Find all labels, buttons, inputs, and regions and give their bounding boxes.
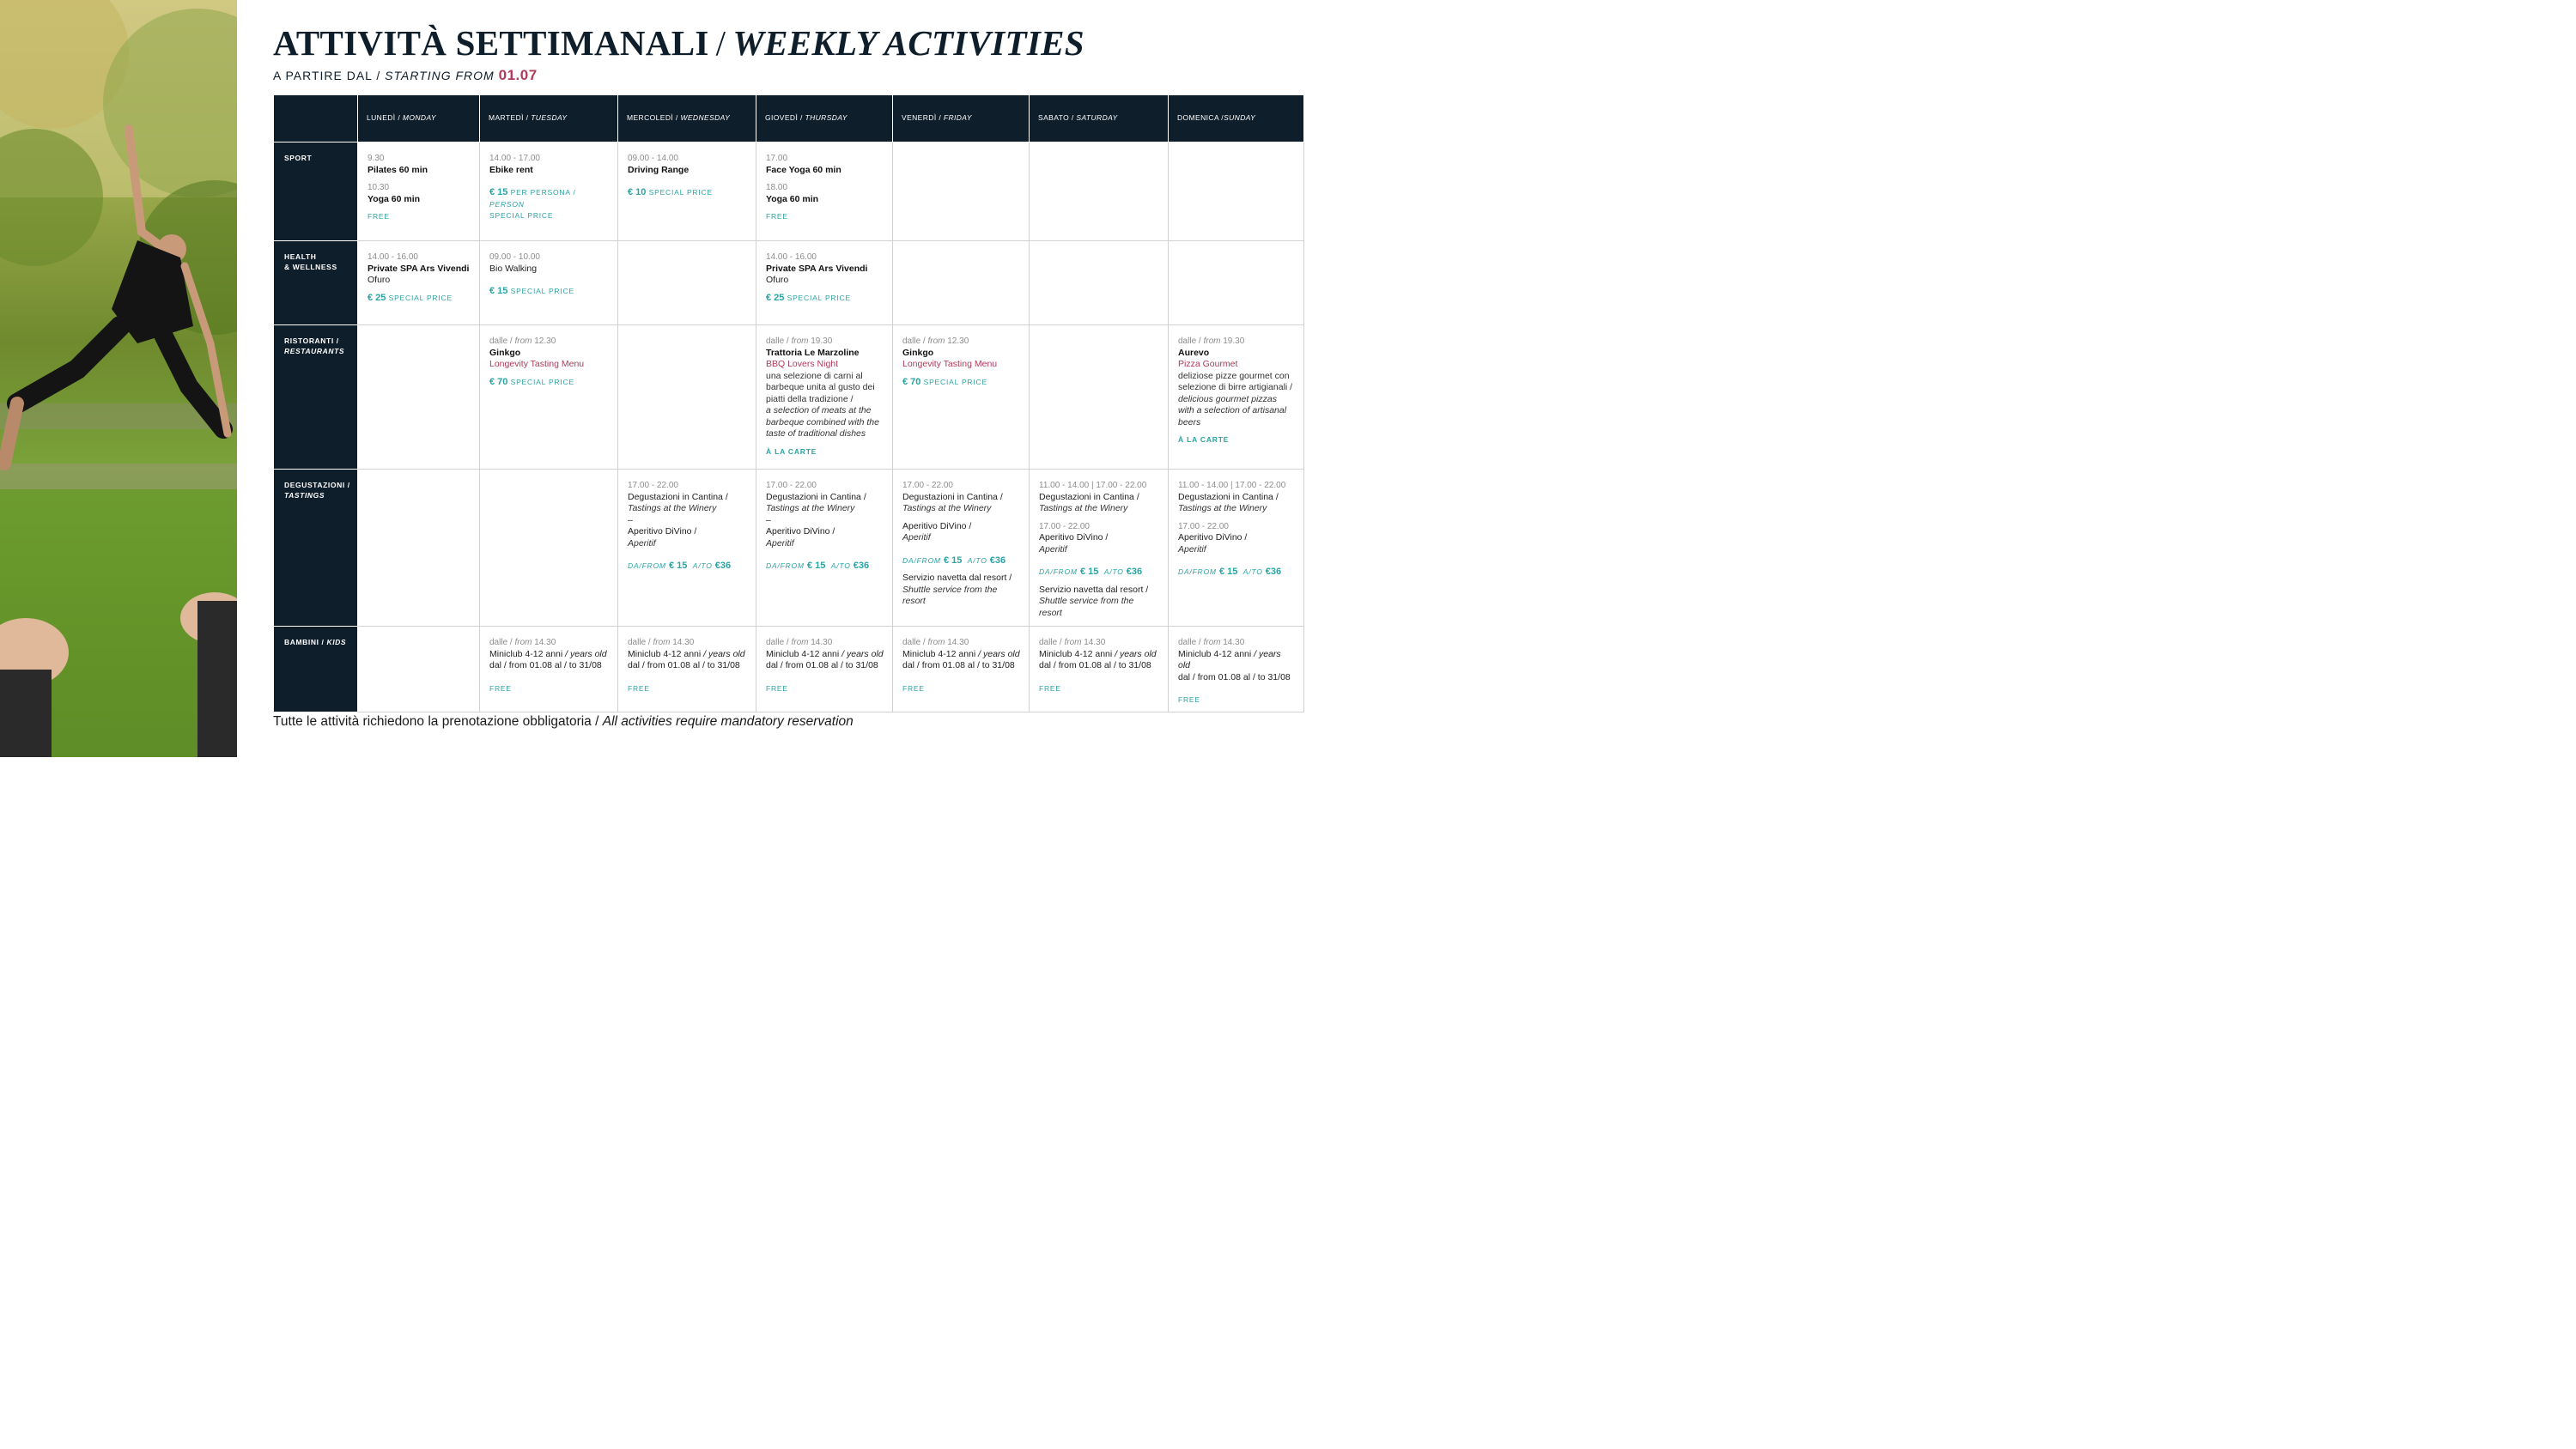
cell-kids-monday	[358, 627, 480, 712]
start-date: 01.07	[498, 67, 538, 83]
shuttle-info: Servizio navetta dal resort /	[1039, 584, 1149, 595]
date-range: dal / from 01.08 al / to 31/08	[489, 660, 602, 670]
special-price-label: SPECIAL PRICE	[923, 377, 987, 386]
special-price-label: SPECIAL PRICE	[510, 377, 574, 386]
price-label: FREE	[368, 212, 390, 221]
activity-time	[1039, 637, 1159, 649]
miniclub-name: Miniclub 4-12 anni	[1039, 648, 1113, 659]
row-label-text: HEALTH	[284, 252, 317, 261]
activity-name	[902, 649, 1020, 661]
from-it: dalle /	[1178, 336, 1201, 346]
cell-sport-thursday	[756, 142, 893, 241]
subtitle-separator: /	[376, 69, 381, 82]
miniclub-name: Miniclub 4-12 anni	[902, 648, 976, 659]
footer-italian: Tutte le attività richiedono la prenotazione obbligatoria /	[273, 714, 599, 729]
time-value: 14.30	[811, 638, 833, 647]
price-from: € 15	[806, 561, 826, 571]
cell-health-tuesday	[480, 241, 618, 325]
menu-name: Pizza Gourmet	[1178, 359, 1238, 369]
price-label: FREE	[766, 683, 788, 693]
price-label: FREE	[628, 683, 650, 693]
from-it: dalle /	[766, 638, 789, 647]
activity-name: Degustazioni in Cantina /	[1178, 491, 1279, 502]
day-it: VENERDÌ /	[902, 113, 942, 123]
cell-health-thursday	[756, 241, 893, 325]
row-tastings	[274, 470, 1304, 627]
price-label: FREE	[766, 212, 788, 221]
row-label-text: TASTINGS	[284, 491, 325, 500]
activity-name	[766, 649, 884, 661]
price-to: €36	[1265, 567, 1282, 577]
cell-tastings-sunday	[1169, 470, 1304, 627]
price-unit-en: PERSON	[489, 199, 525, 209]
yoga-photo	[0, 0, 237, 757]
activity-time: 14.00 - 17.00	[489, 154, 540, 163]
day-it: DOMENICA /	[1177, 113, 1224, 123]
restaurant-name: Aurevo	[1178, 347, 1210, 358]
corner-cell	[274, 95, 358, 142]
from-en: from	[514, 336, 532, 346]
day-header-friday	[893, 95, 1030, 142]
price-label: FREE	[1039, 683, 1061, 693]
special-price-label: SPECIAL PRICE	[787, 293, 851, 302]
activity-name: Degustazioni in Cantina /	[902, 491, 1003, 502]
separator-dash: –	[628, 514, 633, 525]
description-en: delicious gourmet pizzas with a selection of artisanal beers	[1178, 393, 1287, 427]
price-range	[902, 555, 1020, 567]
cell-sport-monday	[358, 142, 480, 241]
menu-name: Longevity Tasting Menu	[902, 359, 998, 369]
title-separator: /	[715, 23, 726, 63]
row-label-text: & WELLNESS	[284, 263, 337, 271]
activity-name	[1039, 649, 1159, 661]
activity-name-en: Tastings at the Winery	[1039, 503, 1128, 513]
activity-time: 17.00 - 22.00	[628, 481, 678, 490]
cell-kids-sunday	[1169, 627, 1304, 712]
menu-name: Longevity Tasting Menu	[489, 359, 585, 369]
from-label: DA/FROM	[902, 555, 941, 565]
from-it: dalle /	[628, 638, 651, 647]
time-value: 14.30	[534, 638, 556, 647]
price-to: €36	[989, 555, 1006, 566]
cell-restaurants-tuesday	[480, 325, 618, 470]
row-label-text: RISTORANTI /	[284, 336, 339, 345]
restaurant-name: Trattoria Le Marzoline	[766, 347, 860, 358]
page-subtitle	[273, 67, 538, 84]
activity-time	[766, 336, 884, 348]
price-from: € 15	[943, 555, 963, 566]
special-price-label: SPECIAL PRICE	[648, 188, 713, 197]
activity-name-en: Aperitif	[902, 532, 931, 543]
years-label: / years old	[978, 648, 1020, 659]
cell-health-saturday	[1030, 241, 1169, 325]
activity-time	[902, 336, 1020, 348]
day-it: LUNEDÌ /	[367, 113, 401, 123]
activities-table	[273, 94, 1304, 712]
cell-kids-tuesday	[480, 627, 618, 712]
row-label-kids	[274, 627, 358, 712]
cell-health-friday	[893, 241, 1030, 325]
activity-name: Aperitivo DiVino /	[1039, 532, 1109, 543]
activity-time	[489, 637, 609, 649]
activity-name: Aperitivo DiVino /	[628, 526, 697, 537]
price-label	[489, 286, 609, 298]
from-it: dalle /	[902, 638, 926, 647]
cell-restaurants-thursday	[756, 325, 893, 470]
activity-time: 11.00 - 14.00 | 17.00 - 22.00	[1178, 481, 1286, 490]
activity-time	[1178, 637, 1295, 649]
special-price-label: SPECIAL PRICE	[489, 211, 554, 220]
row-label-sport	[274, 142, 358, 241]
years-label: / years old	[1178, 648, 1281, 670]
activity-name: Ebike rent	[489, 164, 533, 175]
activity-name	[489, 649, 609, 661]
row-label-health	[274, 241, 358, 325]
starting-italian: A PARTIRE DAL	[273, 69, 373, 82]
row-label-restaurants	[274, 325, 358, 470]
from-en: from	[927, 638, 945, 647]
day-it: GIOVEDÌ /	[765, 113, 803, 123]
day-en: TUESDAY	[531, 113, 568, 123]
activity-name: Aperitivo DiVino /	[902, 520, 972, 531]
day-header-tuesday	[480, 95, 618, 142]
time-value: 14.30	[1223, 638, 1245, 647]
cell-restaurants-sunday	[1169, 325, 1304, 470]
activity-name: Degustazioni in Cantina /	[628, 491, 728, 502]
day-header-sunday	[1169, 95, 1304, 142]
restaurant-name: Ginkgo	[902, 347, 934, 358]
cell-sport-sunday	[1169, 142, 1304, 241]
price-label: À LA CARTE	[766, 446, 817, 456]
activity-name: Yoga 60 min	[368, 193, 421, 204]
to-label: A/TO	[830, 561, 851, 570]
from-it: dalle /	[1039, 638, 1062, 647]
cell-tastings-saturday	[1030, 470, 1169, 627]
to-label: A/TO	[967, 555, 987, 565]
cell-sport-tuesday	[480, 142, 618, 241]
day-header-wednesday	[618, 95, 756, 142]
time-value: 19.30	[811, 336, 833, 346]
from-it: dalle /	[489, 336, 513, 346]
activity-name: Private SPA Ars Vivendi	[766, 263, 868, 274]
day-header-saturday	[1030, 95, 1169, 142]
activity-time: 18.00	[766, 183, 788, 192]
miniclub-name: Miniclub 4-12 anni	[1178, 648, 1252, 659]
price-value: € 15	[489, 286, 508, 296]
day-it: MERCOLEDÌ /	[627, 113, 678, 123]
activity-name: Private SPA Ars Vivendi	[368, 263, 470, 274]
activity-name-en: Aperitif	[628, 537, 656, 549]
description-it: deliziose pizze gourmet con selezione di birre artigianali /	[1178, 370, 1293, 392]
row-label-tastings	[274, 470, 358, 627]
cell-sport-wednesday	[618, 142, 756, 241]
price-to: €36	[714, 561, 732, 571]
cell-restaurants-friday	[893, 325, 1030, 470]
activity-name-en: Tastings at the Winery	[766, 503, 855, 513]
cell-health-wednesday	[618, 241, 756, 325]
day-en: SUNDAY	[1224, 113, 1256, 123]
day-header-thursday	[756, 95, 893, 142]
from-en: from	[514, 638, 532, 647]
time-value: 14.30	[1084, 638, 1106, 647]
activity-name: Driving Range	[628, 164, 690, 175]
price-value: € 15	[489, 187, 508, 197]
activity-time	[628, 637, 747, 649]
activity-name: Degustazioni in Cantina /	[766, 491, 866, 502]
row-kids	[274, 627, 1304, 712]
to-label: A/TO	[1242, 567, 1263, 576]
miniclub-name: Miniclub 4-12 anni	[489, 648, 563, 659]
price-label	[368, 293, 471, 305]
activity-time: 17.00 - 22.00	[1039, 521, 1090, 531]
cell-tastings-thursday	[756, 470, 893, 627]
years-label: / years old	[841, 648, 884, 659]
activity-time: 9.30	[368, 154, 385, 163]
separator-dash: –	[766, 514, 771, 525]
day-header-monday	[358, 95, 480, 142]
activity-time: 14.00 - 16.00	[766, 252, 817, 262]
price-value: € 25	[368, 292, 386, 303]
day-en: FRIDAY	[943, 113, 972, 123]
activity-time: 17.00 - 22.00	[1178, 521, 1229, 531]
row-label-text: RESTAURANTS	[284, 347, 345, 355]
activity-detail: Ofuro	[766, 275, 789, 285]
activity-name-en: Tastings at the Winery	[902, 503, 992, 513]
row-sport	[274, 142, 1304, 241]
from-en: from	[791, 336, 809, 346]
price-label: FREE	[489, 683, 512, 693]
special-price-label: SPECIAL PRICE	[388, 293, 453, 302]
title-italian: ATTIVITÀ SETTIMANALI	[273, 23, 709, 63]
cell-kids-saturday	[1030, 627, 1169, 712]
cell-kids-thursday	[756, 627, 893, 712]
table-header-row	[274, 95, 1304, 142]
date-range: dal / from 01.08 al / to 31/08	[628, 660, 740, 670]
cell-health-sunday	[1169, 241, 1304, 325]
from-it: dalle /	[1178, 638, 1201, 647]
activity-time	[766, 637, 884, 649]
price-range	[1178, 567, 1295, 579]
cell-restaurants-monday	[358, 325, 480, 470]
row-label-text: SPORT	[284, 154, 313, 162]
date-range: dal / from 01.08 al / to 31/08	[1039, 660, 1151, 670]
activity-name	[628, 649, 747, 661]
cell-restaurants-saturday	[1030, 325, 1169, 470]
from-it: dalle /	[766, 336, 789, 346]
cell-tastings-wednesday	[618, 470, 756, 627]
years-label: / years old	[703, 648, 745, 659]
activity-name	[1178, 649, 1295, 672]
date-range: dal / from 01.08 al / to 31/08	[1178, 671, 1291, 682]
time-value: 12.30	[947, 336, 969, 346]
price-label	[902, 377, 1020, 389]
from-en: from	[1203, 638, 1221, 647]
price-range	[766, 561, 884, 573]
activity-time: 09.00 - 10.00	[489, 252, 540, 262]
time-value: 12.30	[534, 336, 556, 346]
activity-name: Aperitivo DiVino /	[1178, 532, 1248, 543]
price-label: FREE	[902, 683, 925, 693]
special-price-label: SPECIAL PRICE	[510, 287, 574, 295]
activity-name: Yoga 60 min	[766, 193, 819, 204]
price-label	[766, 293, 884, 305]
price-range	[1039, 567, 1159, 579]
from-it: dalle /	[489, 638, 513, 647]
price-label: À LA CARTE	[1178, 435, 1230, 444]
restaurant-name: Ginkgo	[489, 347, 521, 358]
time-value: 19.30	[1223, 336, 1245, 346]
row-label-text: DEGUSTAZIONI /	[284, 481, 350, 489]
activity-name: Bio Walking	[489, 263, 538, 274]
price-label: FREE	[1178, 695, 1200, 704]
activity-time: 14.00 - 16.00	[368, 252, 418, 262]
activity-time: 11.00 - 14.00 | 17.00 - 22.00	[1039, 481, 1147, 490]
starting-english: STARTING FROM	[385, 69, 495, 82]
price-value: € 70	[902, 376, 921, 387]
page-title	[273, 22, 1084, 64]
price-to: €36	[853, 561, 870, 571]
row-health	[274, 241, 1304, 325]
time-value: 14.30	[672, 638, 695, 647]
cell-restaurants-wednesday	[618, 325, 756, 470]
from-en: from	[653, 638, 671, 647]
shuttle-info-en: Shuttle service from the resort	[902, 584, 998, 606]
cell-tastings-tuesday	[480, 470, 618, 627]
cell-kids-friday	[893, 627, 1030, 712]
cell-tastings-friday	[893, 470, 1030, 627]
day-en: THURSDAY	[805, 113, 848, 123]
day-en: MONDAY	[402, 113, 436, 123]
title-english: WEEKLY ACTIVITIES	[732, 23, 1084, 63]
years-label: / years old	[565, 648, 607, 659]
from-it: dalle /	[902, 336, 926, 346]
day-en: WEDNESDAY	[680, 113, 731, 123]
day-it: MARTEDÌ /	[489, 113, 529, 123]
cell-tastings-monday	[358, 470, 480, 627]
from-en: from	[927, 336, 945, 346]
price-to: €36	[1126, 567, 1143, 577]
miniclub-name: Miniclub 4-12 anni	[628, 648, 702, 659]
footer-note	[273, 714, 854, 730]
to-label: A/TO	[692, 561, 713, 570]
row-label-text: BAMBINI /	[284, 638, 325, 646]
activity-name-en: Aperitif	[1178, 543, 1206, 555]
years-label: / years old	[1115, 648, 1157, 659]
shuttle-info: Servizio navetta dal resort /	[902, 573, 1012, 583]
row-restaurants	[274, 325, 1304, 470]
activity-detail: Ofuro	[368, 275, 391, 285]
price-value: € 70	[489, 376, 508, 387]
activity-time: 17.00	[766, 154, 788, 163]
price-from: € 15	[1079, 567, 1099, 577]
description-en: a selection of meats at the barbeque combined with the taste of traditional dishes	[766, 405, 879, 439]
from-en: from	[791, 638, 809, 647]
activity-time: 17.00 - 22.00	[766, 481, 817, 490]
activity-name-en: Tastings at the Winery	[1178, 503, 1267, 513]
activity-name-en: Aperitif	[766, 537, 794, 549]
price-label	[628, 187, 747, 199]
from-en: from	[1203, 336, 1221, 346]
from-label: DA/FROM	[628, 561, 666, 570]
to-label: A/TO	[1103, 567, 1124, 576]
cell-sport-saturday	[1030, 142, 1169, 241]
description-it: una selezione di carni al barbeque unita al gusto dei piatti della tradizione /	[766, 370, 875, 404]
day-it: SABATO /	[1038, 113, 1074, 123]
footer-english: All activities require mandatory reservation	[602, 714, 854, 729]
activity-name-en: Tastings at the Winery	[628, 503, 717, 513]
price-from: € 15	[1218, 567, 1238, 577]
activity-name: Pilates 60 min	[368, 164, 428, 175]
cell-sport-friday	[893, 142, 1030, 241]
from-label: DA/FROM	[1039, 567, 1078, 576]
activity-name-en: Aperitif	[1039, 543, 1067, 555]
price-value: € 25	[766, 292, 785, 303]
date-range: dal / from 01.08 al / to 31/08	[902, 660, 1015, 670]
activity-time: 17.00 - 22.00	[902, 481, 953, 490]
miniclub-name: Miniclub 4-12 anni	[766, 648, 840, 659]
price-unit: PER PERSONA /	[510, 188, 576, 197]
row-label-text: KIDS	[326, 638, 347, 646]
activity-time	[902, 637, 1020, 649]
from-label: DA/FROM	[1178, 567, 1217, 576]
price-from: € 15	[668, 561, 688, 571]
price-label	[489, 187, 609, 210]
menu-name: BBQ Lovers Night	[766, 359, 839, 369]
activity-time: 10.30	[368, 183, 390, 192]
day-en: SATURDAY	[1076, 113, 1118, 123]
cell-kids-wednesday	[618, 627, 756, 712]
activity-time	[1178, 336, 1295, 348]
shuttle-info-en: Shuttle service from the resort	[1039, 596, 1134, 618]
date-range: dal / from 01.08 al / to 31/08	[766, 660, 878, 670]
activity-name: Aperitivo DiVino /	[766, 526, 835, 537]
activity-name: Face Yoga 60 min	[766, 164, 841, 175]
activity-time: 09.00 - 14.00	[628, 154, 678, 163]
cell-health-monday	[358, 241, 480, 325]
price-range	[628, 561, 747, 573]
from-en: from	[1064, 638, 1082, 647]
price-label	[489, 377, 609, 389]
from-label: DA/FROM	[766, 561, 805, 570]
activity-name: Degustazioni in Cantina /	[1039, 491, 1139, 502]
time-value: 14.30	[947, 638, 969, 647]
price-value: € 10	[628, 187, 647, 197]
activity-time	[489, 336, 609, 348]
